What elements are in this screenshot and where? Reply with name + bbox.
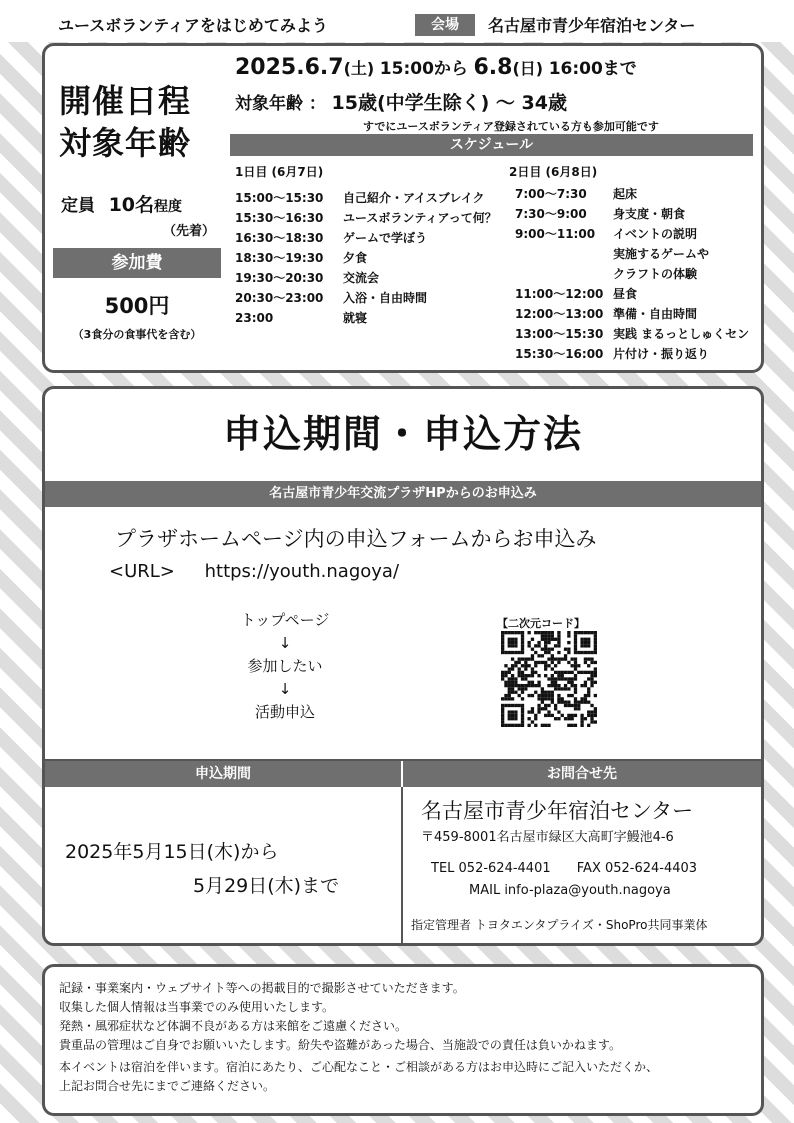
day1-label: 1日目 (6月7日) xyxy=(235,165,324,179)
plaza-bar: 名古屋市青少年交流プラザHPからのお申込み xyxy=(45,481,761,507)
contact-fax: FAX 052-624-4403 xyxy=(576,861,698,876)
step-label: トップページ xyxy=(240,611,330,629)
day2-event: 身支度・朝食 xyxy=(613,207,686,221)
period-bar: 申込期間 xyxy=(45,761,401,787)
day2-row xyxy=(515,284,749,304)
fee-value: 500円 xyxy=(104,294,170,318)
day2-schedule xyxy=(515,184,749,364)
capacity-note: （先着） xyxy=(163,224,216,239)
day2-event: クラフトの体験 xyxy=(613,267,698,281)
day2-row xyxy=(515,344,749,364)
day2-time: 9:00～11:00 xyxy=(515,227,596,241)
day1-time: 15:00～15:30 xyxy=(235,191,324,205)
arrow-down-icon: ↓ xyxy=(278,680,292,698)
day2-row xyxy=(515,244,749,264)
capacity: 定員 10名程度 xyxy=(61,194,183,216)
fee-bar: 参加費 xyxy=(53,248,221,278)
day2-time: 7:30～9:00 xyxy=(515,207,587,221)
notes-list xyxy=(59,979,658,1096)
day2-event: 昼食 xyxy=(613,287,638,301)
age-note: すでにユースボランティア登録されている方も参加可能です xyxy=(363,120,659,133)
note-line: 上記お問合せ先にまでご連絡ください。 xyxy=(59,1079,276,1093)
qr-code[interactable] xyxy=(501,631,597,727)
day1-row xyxy=(235,228,497,248)
heading-schedule: 開催日程 xyxy=(59,82,192,120)
application-title: 申込期間・申込方法 xyxy=(222,412,583,456)
application-box xyxy=(42,386,764,946)
contact-mail[interactable]: MAIL info-plaza@youth.nagoya xyxy=(469,883,671,898)
notes-box xyxy=(42,964,764,1116)
contact-manager: 指定管理者 トヨタエンタプライズ・ShoPro共同事業体 xyxy=(411,918,708,932)
day1-event: 交流会 xyxy=(343,271,380,285)
day2-time: 13:00～15:30 xyxy=(515,327,604,341)
contact-address: 〒459-8001名古屋市緑区大高町字鰻池4-6 xyxy=(421,830,674,845)
heading-age: 対象年齢 xyxy=(59,124,192,162)
day1-time: 18:30～19:30 xyxy=(235,251,324,265)
header xyxy=(0,0,794,42)
day1-event: ゲームで学ぼう xyxy=(343,231,428,245)
day1-row xyxy=(235,188,497,208)
day1-time: 16:30～18:30 xyxy=(235,231,324,245)
day2-event: 実践 まるっとしゅくセン xyxy=(613,327,750,341)
contact-name: 名古屋市青少年宿泊センター xyxy=(421,799,694,823)
day1-time: 19:30～20:30 xyxy=(235,271,324,285)
period-start: 2025年5月15日(木)から xyxy=(65,841,279,863)
url-label: <URL> xyxy=(109,561,175,582)
day2-event: 起床 xyxy=(613,187,638,201)
day1-event: ユースボランティアって何？ xyxy=(343,211,497,225)
day2-time: 11:00～12:00 xyxy=(515,287,604,301)
day2-row xyxy=(515,264,749,284)
venue-name: 名古屋市青少年宿泊センター xyxy=(488,16,696,35)
fee-note: （3食分の食事代を含む） xyxy=(72,328,202,341)
day2-row xyxy=(515,324,749,344)
arrow-down-icon: ↓ xyxy=(278,634,292,652)
form-text: プラザホームページ内の申込フォームからお申込み xyxy=(115,527,597,551)
day1-row xyxy=(235,308,497,328)
day2-row xyxy=(515,204,749,224)
venue-tag: 会場 xyxy=(415,14,475,36)
contact-phone xyxy=(431,861,697,876)
day1-time: 23:00 xyxy=(235,311,274,325)
step-flow xyxy=(185,609,385,724)
day1-row xyxy=(235,248,497,268)
schedule-bar: スケジュール xyxy=(230,134,753,156)
overview-box xyxy=(42,43,764,373)
day2-event: 準備・自由時間 xyxy=(613,307,698,321)
day2-time: 15:30～16:00 xyxy=(515,347,604,361)
day1-row xyxy=(235,208,497,228)
day1-event: 就寝 xyxy=(343,311,368,325)
note-line: 発熱・風邪症状など体調不良がある方は来館をご遠慮ください。 xyxy=(59,1019,408,1033)
day1-event: 自己紹介・アイスブレイク xyxy=(343,191,485,205)
day2-row xyxy=(515,224,749,244)
day1-time: 15:30～16:30 xyxy=(235,211,324,225)
day2-time: 12:00～13:00 xyxy=(515,307,604,321)
day2-event: 片付け・振り返り xyxy=(613,347,710,361)
step-label: 活動申込 xyxy=(254,703,315,721)
contact-tel: TEL 052-624-4401 xyxy=(431,861,551,876)
note-line: 収集した個人情報は当事業でのみ使用いたします。 xyxy=(59,1000,335,1014)
contact-bar: お問合せ先 xyxy=(403,761,761,787)
day1-row xyxy=(235,288,497,308)
day2-event: イベントの説明 xyxy=(613,227,698,241)
day2-label: 2日目 (6月8日) xyxy=(509,165,598,179)
qr-code-image xyxy=(501,631,597,727)
step-label: 参加したい xyxy=(247,657,323,675)
day1-time: 20:30～23:00 xyxy=(235,291,324,305)
day2-row xyxy=(515,304,749,324)
note-line: 本イベントは宿泊を伴います。宿泊にあたり、ご心配なこと・ご相談がある方はお申込時にご記入いただくか、 xyxy=(59,1060,659,1074)
qr-label: 【二次元コード】 xyxy=(497,617,585,630)
day1-event: 入浴・自由時間 xyxy=(343,291,428,305)
day2-event: 実施するゲームや xyxy=(613,247,710,261)
note-line: 記録・事業案内・ウェブサイト等への掲載目的で撮影させていただきます。 xyxy=(59,981,465,995)
column-divider xyxy=(401,787,403,943)
day1-event: 夕食 xyxy=(343,251,368,265)
url-link[interactable]: https://youth.nagoya/ xyxy=(204,561,400,582)
day2-time: 7:00～7:30 xyxy=(515,187,587,201)
url-row xyxy=(109,561,399,582)
target-age: 対象年齢 ： 15歳(中学生除く) ～ 34歳 xyxy=(235,92,567,114)
day1-row xyxy=(235,268,497,288)
day2-row xyxy=(515,184,749,204)
note-line: 貴重品の管理はご自身でお願いいたします。紛失や盗難があった場合、当施設での責任は負いかねます。 xyxy=(59,1038,621,1052)
event-date: 2025.6.7(土) 15:00から 6.8(日) 16:00まで xyxy=(235,55,637,80)
day1-schedule xyxy=(235,188,497,328)
event-title: ユースボランティアをはじめてみよう xyxy=(58,16,328,35)
period-end: 5月29日(木)まで xyxy=(193,875,340,897)
